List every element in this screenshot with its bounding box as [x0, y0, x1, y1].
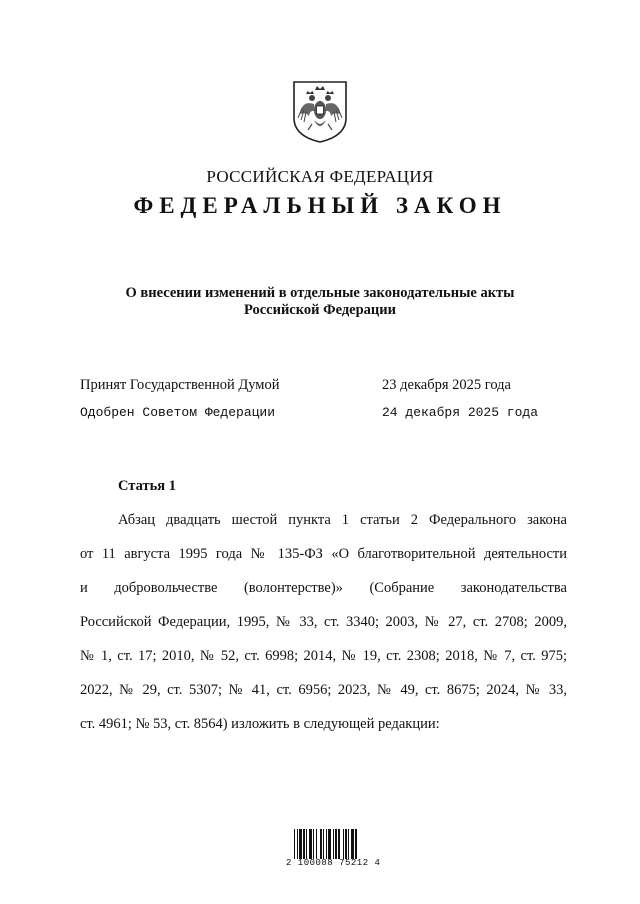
- law-title: [80, 285, 560, 319]
- article-text-line: 2022, № 29, ст. 5307; № 41, ст. 6956; 2023, № 49, ст. 8675; 2024, № 33,: [80, 682, 567, 698]
- coat-of-arms-drawing: [288, 78, 352, 144]
- adoption-row-council: [80, 405, 560, 425]
- barcode-icon: [294, 829, 372, 859]
- approval-label: Одобрен Советом Федерации: [80, 405, 276, 420]
- law-title-line-1: О внесении изменений в отдельные законодательные акты: [125, 285, 515, 301]
- article-heading: Статья 1: [118, 478, 176, 494]
- law-title-line-2: Российской Федерации: [243, 302, 396, 318]
- article-text-line: от 11 августа 1995 года № 135-ФЗ «О благотворительной деятельности: [80, 546, 567, 562]
- article-text-line: ст. 4961; № 53, ст. 8564) изложить в следующей редакции:: [80, 716, 440, 732]
- article-text-line: № 1, ст. 17; 2010, № 52, ст. 6998; 2014, № 19, ст. 2308; 2018, № 7, ст. 975;: [80, 648, 567, 664]
- article-text-line: Российской Федерации, 1995, № 33, ст. 3340; 2003, № 27, ст. 2708; 2009,: [80, 614, 567, 630]
- country-heading: РОССИЙСКАЯ ФЕДЕРАЦИЯ: [206, 167, 434, 186]
- adoption-date: 23 декабря 2025 года: [382, 377, 511, 393]
- article-text-line: и добровольчестве (волонтерстве)» (Собрание законодательства: [80, 580, 567, 596]
- barcode-block: [286, 820, 381, 872]
- adoption-row-duma: [80, 377, 560, 397]
- russian-coat-of-arms-icon: [288, 78, 352, 144]
- adoption-label: Принят Государственной Думой: [80, 377, 280, 393]
- barcode-number: 2 100088 75212 4: [286, 858, 381, 868]
- approval-date: 24 декабря 2025 года: [382, 405, 539, 420]
- document-type-heading: ФЕДЕРАЛЬНЫЙ ЗАКОН: [133, 193, 507, 218]
- article-text-line: Абзац двадцать шестой пункта 1 статьи 2 Федерального закона: [118, 512, 567, 528]
